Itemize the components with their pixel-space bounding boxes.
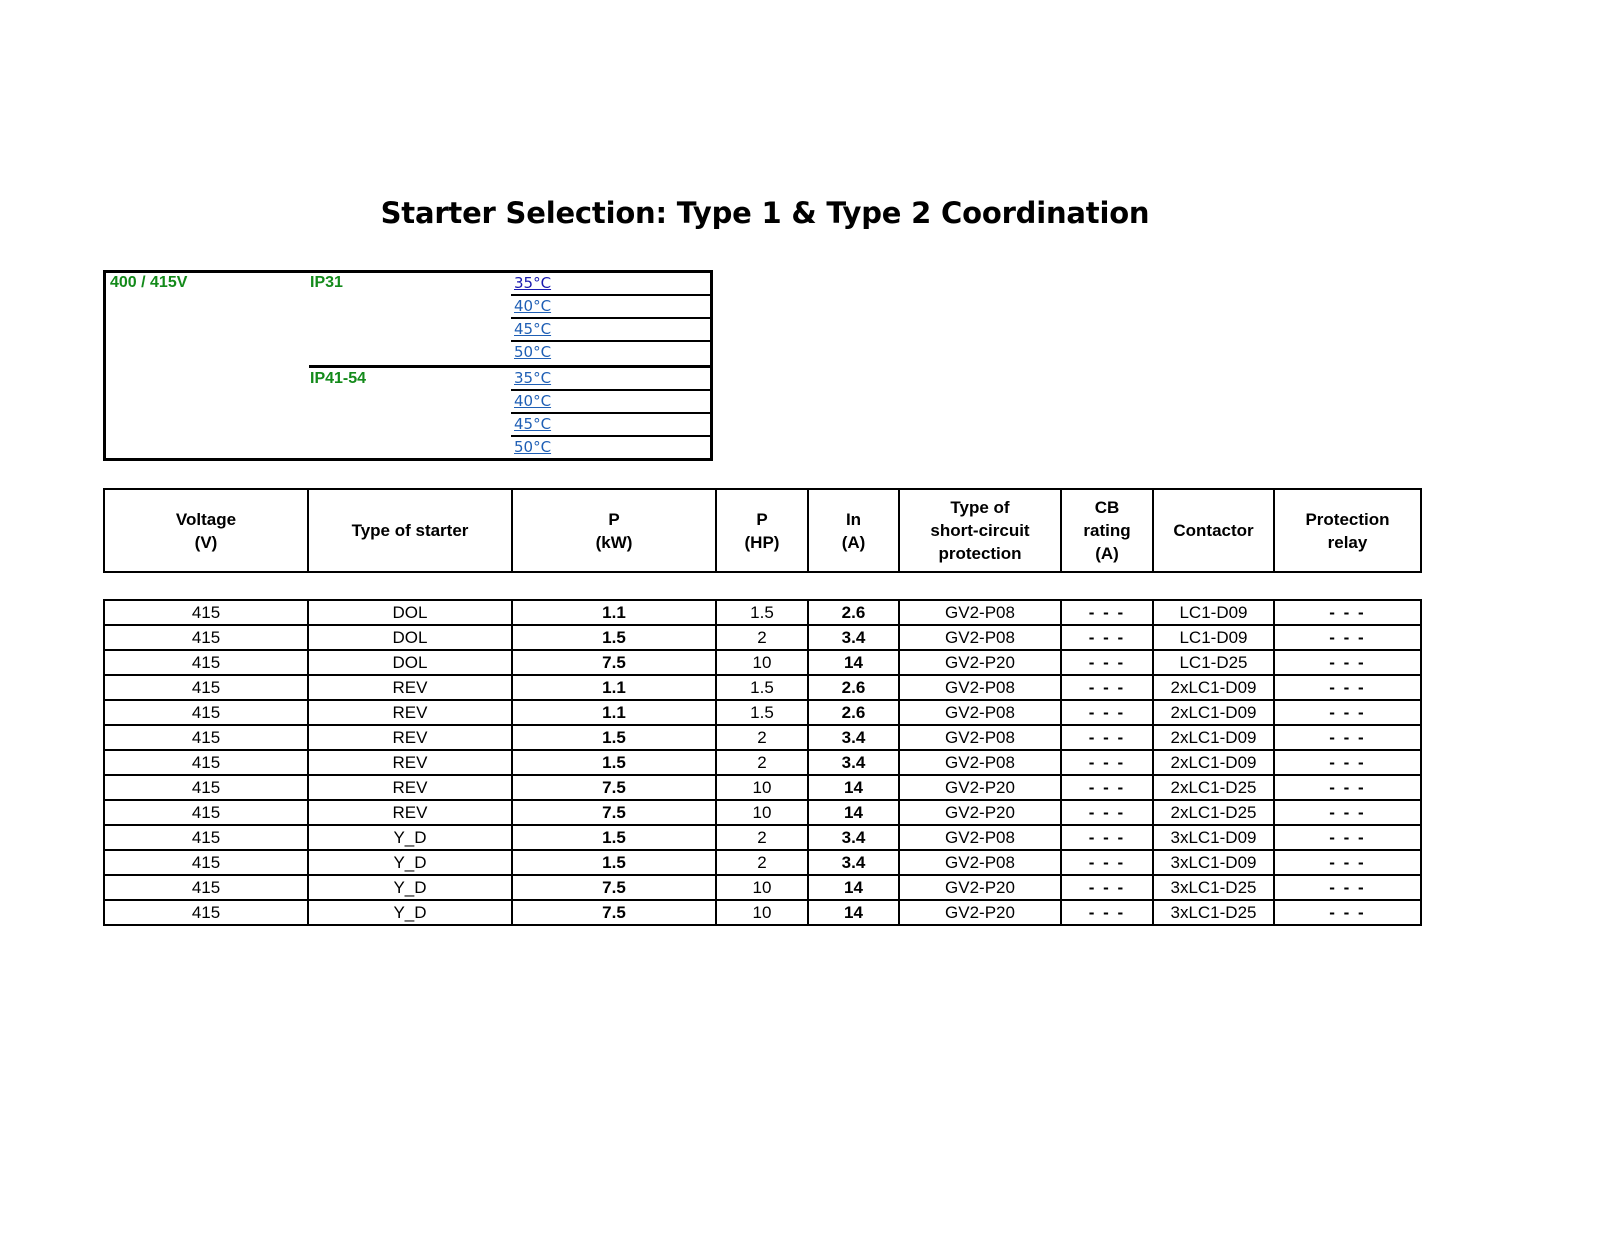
cell-cb-rating: - - -: [1061, 825, 1153, 850]
cell-cb-rating: - - -: [1061, 700, 1153, 725]
table-row: [104, 875, 1421, 900]
cell-protection-relay: - - -: [1274, 600, 1421, 625]
cell-power-hp: 2: [716, 750, 808, 775]
cell-current: 14: [808, 650, 899, 675]
column-header-line: In: [845, 509, 862, 529]
column-header-line: Type of: [950, 498, 1010, 517]
cell-current: 14: [808, 875, 899, 900]
cell-voltage: 415: [104, 675, 308, 700]
table-row: [104, 800, 1421, 825]
cell-voltage: 415: [104, 750, 308, 775]
cell-current: 3.4: [808, 825, 899, 850]
table-row: [104, 650, 1421, 675]
cell-sc-protection: GV2-P08: [899, 750, 1061, 775]
table-row: [104, 850, 1421, 875]
cell-protection-relay: - - -: [1274, 650, 1421, 675]
temp-link-ip31-35[interactable]: 35°C: [514, 274, 552, 292]
cell-voltage: 415: [104, 625, 308, 650]
cell-cb-rating: - - -: [1061, 750, 1153, 775]
cell-contactor: 2xLC1-D09: [1153, 700, 1274, 725]
column-header-line: relay: [1327, 532, 1368, 552]
column-header-sc-protection: [899, 489, 1061, 572]
cell-cb-rating: - - -: [1061, 600, 1153, 625]
table-row: [104, 900, 1421, 925]
cell-current: 2.6: [808, 600, 899, 625]
cell-power-kw: 1.5: [512, 825, 716, 850]
cell-power-kw: 7.5: [512, 800, 716, 825]
cell-sc-protection: GV2-P08: [899, 625, 1061, 650]
temp-link-ip41-35[interactable]: 35°C: [514, 369, 552, 387]
cell-protection-relay: - - -: [1274, 900, 1421, 925]
cell-voltage: 415: [104, 850, 308, 875]
cell-current: 3.4: [808, 850, 899, 875]
column-header-cb-rating: [1061, 489, 1153, 572]
cell-power-kw: 1.5: [512, 725, 716, 750]
temp-row: [511, 368, 710, 391]
column-header-protection-relay: [1274, 489, 1421, 572]
cell-sc-protection: GV2-P08: [899, 825, 1061, 850]
table-header: [103, 488, 1422, 573]
header-row: [104, 489, 1421, 572]
table-row: [104, 625, 1421, 650]
cell-voltage: 415: [104, 825, 308, 850]
cell-protection-relay: - - -: [1274, 750, 1421, 775]
column-header-line: (A): [1095, 544, 1119, 563]
cell-power-kw: 1.1: [512, 675, 716, 700]
cell-sc-protection: GV2-P08: [899, 675, 1061, 700]
cell-contactor: 3xLC1-D25: [1153, 875, 1274, 900]
cell-power-kw: 1.1: [512, 700, 716, 725]
temp-link-ip41-50[interactable]: 50°C: [514, 438, 552, 456]
cell-power-hp: 1.5: [716, 675, 808, 700]
cell-power-kw: 7.5: [512, 875, 716, 900]
ip-label-ip41-54: IP41-54: [310, 370, 367, 387]
cell-contactor: 2xLC1-D09: [1153, 750, 1274, 775]
column-header-current: [808, 489, 899, 572]
cell-power-kw: 1.5: [512, 750, 716, 775]
cell-contactor: 3xLC1-D09: [1153, 850, 1274, 875]
cell-power-hp: 2: [716, 825, 808, 850]
cell-sc-protection: GV2-P20: [899, 650, 1061, 675]
column-header-line: short-circuit: [930, 521, 1030, 540]
column-header-line: Protection: [1305, 509, 1390, 529]
cell-power-hp: 10: [716, 775, 808, 800]
cell-contactor: 3xLC1-D25: [1153, 900, 1274, 925]
column-header-line: protection: [938, 544, 1022, 563]
cell-current: 2.6: [808, 700, 899, 725]
cell-sc-protection: GV2-P20: [899, 800, 1061, 825]
cell-voltage: 415: [104, 900, 308, 925]
cell-power-kw: 1.5: [512, 850, 716, 875]
cell-cb-rating: - - -: [1061, 650, 1153, 675]
cell-cb-rating: - - -: [1061, 875, 1153, 900]
column-header-line: Contactor: [1173, 521, 1254, 540]
temp-link-ip31-40[interactable]: 40°C: [514, 297, 552, 315]
cell-starter-type: REV: [308, 675, 512, 700]
cell-cb-rating: - - -: [1061, 900, 1153, 925]
table-row: [104, 725, 1421, 750]
temp-link-ip41-45[interactable]: 45°C: [514, 415, 552, 433]
cell-contactor: 3xLC1-D09: [1153, 825, 1274, 850]
cell-starter-type: DOL: [308, 600, 512, 625]
column-header-power-hp: [716, 489, 808, 572]
cell-power-kw: 7.5: [512, 900, 716, 925]
cell-current: 14: [808, 900, 899, 925]
cell-starter-type: REV: [308, 700, 512, 725]
cell-voltage: 415: [104, 700, 308, 725]
cell-protection-relay: - - -: [1274, 675, 1421, 700]
temp-row: [511, 414, 710, 437]
temp-row: [511, 296, 710, 319]
column-header-starter-type: [308, 489, 512, 572]
column-header-line: rating: [1083, 521, 1131, 540]
temp-row: [511, 342, 710, 365]
column-header-line: (HP): [744, 532, 780, 552]
column-header-line: Type of starter: [351, 521, 469, 540]
cell-voltage: 415: [104, 800, 308, 825]
cell-power-kw: 7.5: [512, 775, 716, 800]
cell-sc-protection: GV2-P20: [899, 775, 1061, 800]
cell-contactor: 2xLC1-D25: [1153, 800, 1274, 825]
temp-row: [511, 437, 710, 460]
cell-voltage: 415: [104, 600, 308, 625]
selection-panel: [103, 270, 713, 461]
cell-current: 2.6: [808, 675, 899, 700]
cell-power-hp: 2: [716, 725, 808, 750]
cell-power-hp: 1.5: [716, 600, 808, 625]
cell-voltage: 415: [104, 775, 308, 800]
column-header-line: CB: [1094, 498, 1120, 517]
cell-contactor: LC1-D09: [1153, 600, 1274, 625]
page-title: Starter Selection: Type 1 & Type 2 Coordination: [380, 196, 1150, 230]
cell-starter-type: Y_D: [308, 875, 512, 900]
cell-power-hp: 10: [716, 800, 808, 825]
cell-power-kw: 1.1: [512, 600, 716, 625]
cell-starter-type: REV: [308, 800, 512, 825]
temp-row: [511, 319, 710, 342]
cell-voltage: 415: [104, 725, 308, 750]
table-row: [104, 775, 1421, 800]
cell-power-hp: 10: [716, 900, 808, 925]
cell-current: 14: [808, 775, 899, 800]
cell-cb-rating: - - -: [1061, 850, 1153, 875]
cell-starter-type: Y_D: [308, 850, 512, 875]
cell-cb-rating: - - -: [1061, 725, 1153, 750]
table-row: [104, 600, 1421, 625]
column-header-contactor: [1153, 489, 1274, 572]
cell-power-kw: 7.5: [512, 650, 716, 675]
cell-contactor: 2xLC1-D09: [1153, 675, 1274, 700]
cell-starter-type: Y_D: [308, 825, 512, 850]
cell-sc-protection: GV2-P08: [899, 700, 1061, 725]
cell-power-hp: 2: [716, 850, 808, 875]
table-row: [104, 825, 1421, 850]
column-header-voltage: [104, 489, 308, 572]
column-header-power-kw: [512, 489, 716, 572]
cell-starter-type: Y_D: [308, 900, 512, 925]
cell-current: 3.4: [808, 625, 899, 650]
cell-protection-relay: - - -: [1274, 700, 1421, 725]
cell-voltage: 415: [104, 875, 308, 900]
cell-cb-rating: - - -: [1061, 675, 1153, 700]
cell-starter-type: REV: [308, 775, 512, 800]
cell-contactor: LC1-D09: [1153, 625, 1274, 650]
temp-link-ip31-50[interactable]: 50°C: [514, 343, 552, 361]
cell-current: 14: [808, 800, 899, 825]
column-header-line: P: [756, 509, 768, 529]
cell-sc-protection: GV2-P08: [899, 725, 1061, 750]
cell-sc-protection: GV2-P20: [899, 900, 1061, 925]
column-header-line: P: [608, 509, 620, 529]
table-row: [104, 750, 1421, 775]
cell-protection-relay: - - -: [1274, 625, 1421, 650]
cell-power-hp: 10: [716, 875, 808, 900]
temp-link-ip31-45[interactable]: 45°C: [514, 320, 552, 338]
cell-starter-type: REV: [308, 750, 512, 775]
cell-sc-protection: GV2-P08: [899, 600, 1061, 625]
cell-power-hp: 2: [716, 625, 808, 650]
cell-power-hp: 1.5: [716, 700, 808, 725]
table-body: [104, 600, 1421, 925]
cell-contactor: 2xLC1-D09: [1153, 725, 1274, 750]
cell-current: 3.4: [808, 725, 899, 750]
cell-cb-rating: - - -: [1061, 800, 1153, 825]
cell-starter-type: DOL: [308, 650, 512, 675]
temp-link-ip41-40[interactable]: 40°C: [514, 392, 552, 410]
cell-protection-relay: - - -: [1274, 800, 1421, 825]
cell-power-hp: 10: [716, 650, 808, 675]
cell-protection-relay: - - -: [1274, 875, 1421, 900]
cell-voltage: 415: [104, 650, 308, 675]
cell-sc-protection: GV2-P08: [899, 850, 1061, 875]
cell-protection-relay: - - -: [1274, 850, 1421, 875]
cell-contactor: LC1-D25: [1153, 650, 1274, 675]
cell-starter-type: DOL: [308, 625, 512, 650]
cell-protection-relay: - - -: [1274, 725, 1421, 750]
voltage-label: 400 / 415V: [110, 274, 188, 291]
cell-sc-protection: GV2-P20: [899, 875, 1061, 900]
cell-protection-relay: - - -: [1274, 825, 1421, 850]
cell-power-kw: 1.5: [512, 625, 716, 650]
cell-protection-relay: - - -: [1274, 775, 1421, 800]
temp-row: [511, 273, 710, 296]
table-row: [104, 675, 1421, 700]
cell-current: 3.4: [808, 750, 899, 775]
ip-label-ip31: IP31: [310, 274, 343, 291]
cell-cb-rating: - - -: [1061, 775, 1153, 800]
table-row: [104, 700, 1421, 725]
column-header-line: (A): [841, 532, 866, 552]
cell-starter-type: REV: [308, 725, 512, 750]
data-table: [103, 599, 1422, 926]
column-header-line: (kW): [595, 532, 633, 552]
column-header-line: Voltage: [175, 509, 237, 529]
temp-row: [511, 391, 710, 414]
cell-contactor: 2xLC1-D25: [1153, 775, 1274, 800]
column-header-line: (V): [194, 532, 218, 552]
cell-cb-rating: - - -: [1061, 625, 1153, 650]
